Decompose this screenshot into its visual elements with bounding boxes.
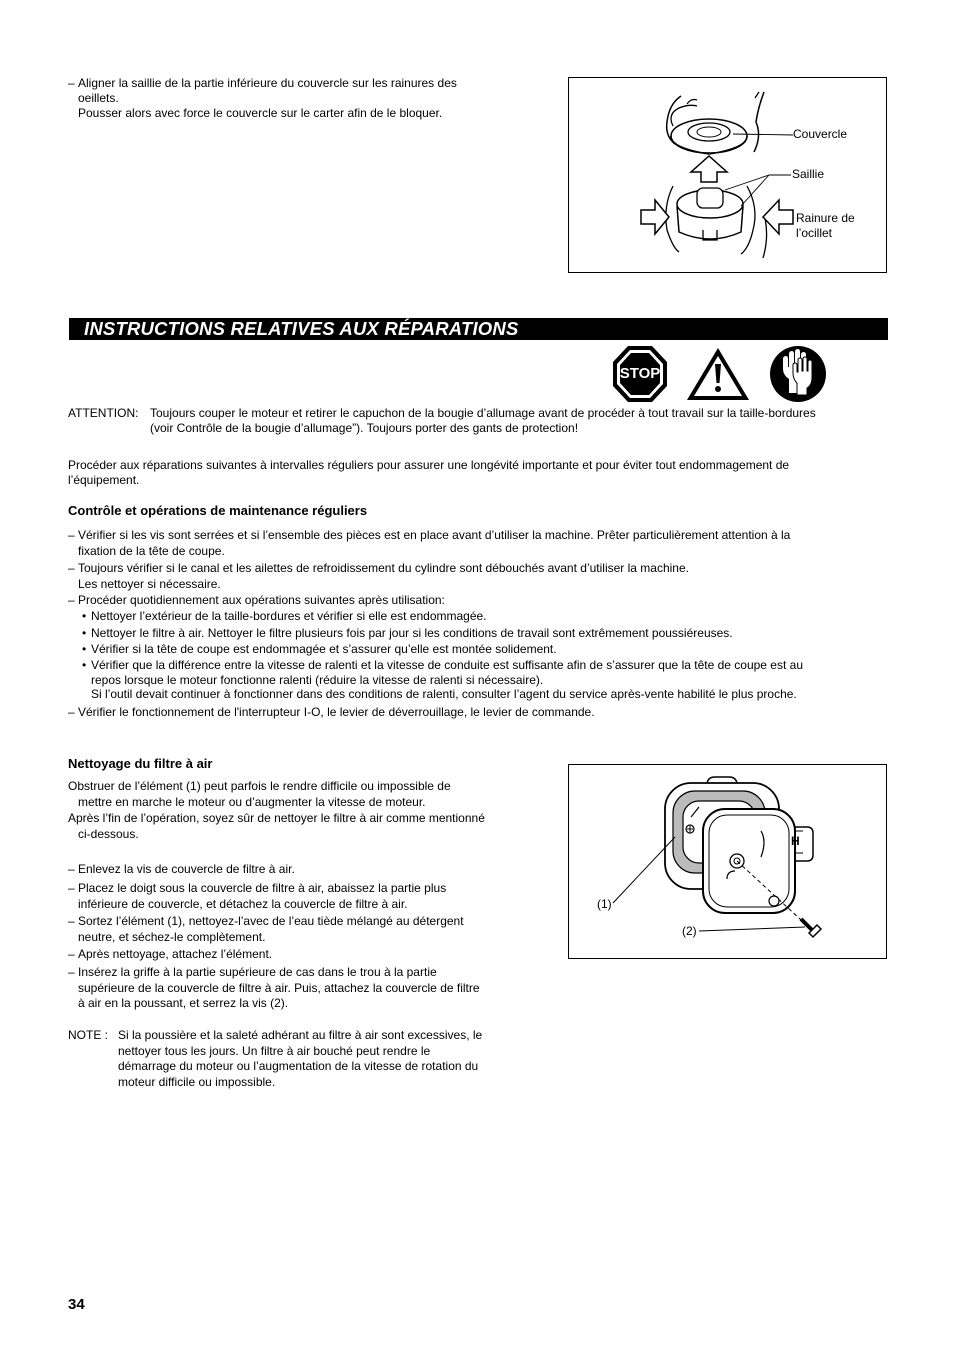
- svg-text:H: H: [791, 834, 800, 848]
- dash-marker: –: [68, 880, 75, 895]
- page-number: 34: [68, 1296, 85, 1313]
- figure-air-filter: [568, 764, 887, 959]
- trimmer-head-cover-illustration: [569, 78, 886, 272]
- section-title: INSTRUCTIONS RELATIVES AUX RÉPARATIONS: [84, 318, 519, 339]
- list-item: [68, 592, 898, 608]
- label-screw: (2): [682, 924, 697, 938]
- bullet-item: [68, 641, 898, 657]
- list-item: [68, 704, 898, 720]
- note-line: Si la poussière et la saleté adhérant au filtre à air sont excessives, le: [118, 1028, 483, 1042]
- list-item: [68, 527, 898, 560]
- step-line: Après nettoyage, attachez l’élément.: [78, 947, 273, 962]
- instruction-line: Pousser alors avec force le couvercle sur le carter afin de le bloquer.: [78, 106, 443, 120]
- bullet-marker: •: [82, 642, 87, 657]
- note-line: moteur difficile ou impossible.: [118, 1074, 276, 1089]
- bullet-line: Si l’outil devait continuer à fonctionner dans des conditions de ralenti, consulter l’agent du service après-vente habilité le plus proche.: [91, 687, 797, 702]
- step-line: Sortez l’élément (1), nettoyez-l’avec de l’eau tiède mélangé au détergent: [78, 914, 464, 929]
- step-item: [68, 965, 538, 1012]
- attention-label: ATTENTION:: [68, 406, 139, 420]
- bullet-marker: •: [82, 609, 87, 624]
- step-line: Insérez la griffe à la partie supérieure de cas dans le trou à la partie: [78, 964, 437, 979]
- bullet-line: Nettoyer le filtre à air. Nettoyer le filtre plusieurs fois par jour si les conditions de travail sont extrêmement poussiéreuses.: [91, 625, 733, 640]
- air-filter-text: [68, 779, 538, 1012]
- note-text: [118, 1028, 538, 1090]
- dash-marker: –: [68, 964, 75, 979]
- attention-text: [150, 406, 910, 436]
- instruction-line: oeillets.: [78, 91, 119, 105]
- stop-sign-text: STOP: [619, 365, 661, 382]
- note-line: nettoyer tous les jours. Un filtre à air bouché peut rendre le: [118, 1043, 431, 1058]
- dash-marker: –: [68, 862, 75, 877]
- bullet-item: [68, 608, 898, 624]
- list-item: [68, 560, 898, 593]
- maintenance-heading: Contrôle et opérations de maintenance réguliers: [68, 503, 368, 518]
- dash-marker: –: [68, 914, 75, 929]
- step-line: à air en la poussant, et serrez la vis (2).: [78, 996, 289, 1011]
- bullet-marker: •: [82, 625, 87, 640]
- list-line: Vérifier le fonctionnement de l'interrupteur I-O, le levier de déverrouillage, le levier de commande.: [78, 704, 595, 719]
- safety-icons: [611, 344, 827, 404]
- label-element: (1): [597, 897, 612, 911]
- bullet-item: [68, 658, 898, 702]
- bullet-marker: •: [82, 658, 87, 673]
- dash-marker: –: [68, 947, 75, 962]
- label-rainure-1: Rainure de: [796, 211, 855, 225]
- paragraph: [68, 779, 538, 810]
- dash-marker: –: [68, 704, 75, 719]
- step-item: [68, 914, 538, 945]
- bullet-line: Vérifier si la tête de coupe est endommagée et s’assurer qu’elle est montée solidement.: [91, 642, 557, 657]
- label-rainure-2: l’ocillet: [796, 226, 833, 240]
- protective-gloves-icon: [769, 345, 827, 403]
- bullet-line: repos lorsque le moteur fonctionne ralenti (réduire la vitesse de ralenti si nécessaire).: [91, 672, 544, 687]
- intro-line: Procéder aux réparations suivantes à intervalles réguliers pour assurer une longévité importante et pour éviter tout endommagement de: [68, 458, 790, 472]
- section-title-bar: [69, 318, 888, 340]
- attention-line: (voir Contrôle de la bougie d’allumage”). Toujours porter des gants de protection!: [150, 421, 579, 435]
- step-item: [68, 947, 538, 963]
- paragraph-line: ci-dessous.: [78, 826, 139, 841]
- paragraph: [68, 811, 538, 842]
- note-label: NOTE :: [68, 1028, 109, 1042]
- maintenance-list: [68, 527, 898, 720]
- list-line: Vérifier si les vis sont serrées et si l’ensemble des pièces est en place avant d’utiliser la machine. Prêter particulièrement attention à la: [78, 528, 791, 542]
- intro-paragraph: [68, 458, 888, 488]
- top-instruction: [68, 76, 538, 121]
- step-line: Placez le doigt sous la couvercle de filtre à air, abaissez la partie plus: [78, 880, 447, 895]
- list-line: Toujours vérifier si le canal et les ailettes de refroidissement du cylindre sont débouchés avant d’utiliser la machine.: [78, 560, 689, 575]
- bullet-item: [68, 625, 898, 641]
- list-line: Les nettoyer si nécessaire.: [78, 576, 221, 591]
- figure-cover-alignment: [568, 77, 887, 273]
- step-line: supérieure de la couvercle de filtre à air. Puis, attachez la couvercle de filtre: [78, 980, 480, 995]
- paragraph-line: Obstruer de l’élément (1) peut parfois le rendre difficile ou impossible de: [68, 779, 451, 793]
- bullet-line: Nettoyer l’extérieur de la taille-bordures et vérifier si elle est endommagée.: [91, 609, 487, 624]
- label-couvercle: Couvercle: [793, 127, 848, 141]
- step-item: [68, 862, 538, 878]
- step-line: neutre, et séchez-le complètement.: [78, 929, 266, 944]
- air-filter-heading: Nettoyage du filtre à air: [68, 756, 213, 771]
- dash-marker: –: [68, 560, 75, 575]
- air-filter-illustration: [569, 765, 886, 958]
- note-line: démarrage du moteur ou l’augmentation de la vitesse de rotation du: [118, 1059, 479, 1073]
- list-line: Procéder quotidiennement aux opérations suivantes après utilisation:: [78, 593, 445, 608]
- list-line: fixation de la tête de coupe.: [78, 544, 225, 559]
- label-saillie: Saillie: [792, 167, 825, 181]
- intro-line: l’équipement.: [68, 473, 140, 487]
- step-line: inférieure de couvercle, et détachez la couvercle de filtre à air.: [78, 896, 408, 911]
- dash-marker: –: [68, 76, 75, 90]
- dash-marker: –: [68, 593, 75, 608]
- instruction-line: Aligner la saillie de la partie inférieure du couvercle sur les rainures des: [78, 76, 457, 90]
- paragraph-line: mettre en marche le moteur ou d’augmenter la vitesse de moteur.: [78, 794, 426, 809]
- step-line: Enlevez la vis de couvercle de filtre à air.: [78, 862, 295, 877]
- step-item: [68, 881, 538, 912]
- dash-marker: –: [68, 528, 75, 542]
- paragraph-line: Après l’fin de l’opération, soyez sûr de nettoyer le filtre à air comme mentionné: [68, 811, 485, 826]
- attention-line: Toujours couper le moteur et retirer le capuchon de la bougie d’allumage avant de procéder à tout travail sur la taille-bordures: [150, 406, 816, 420]
- bullet-line: Vérifier que la différence entre la vitesse de ralenti et la vitesse de conduite est suffisante afin de s’assurer que la tête de coupe est au: [91, 658, 803, 673]
- warning-triangle-icon: [685, 346, 751, 402]
